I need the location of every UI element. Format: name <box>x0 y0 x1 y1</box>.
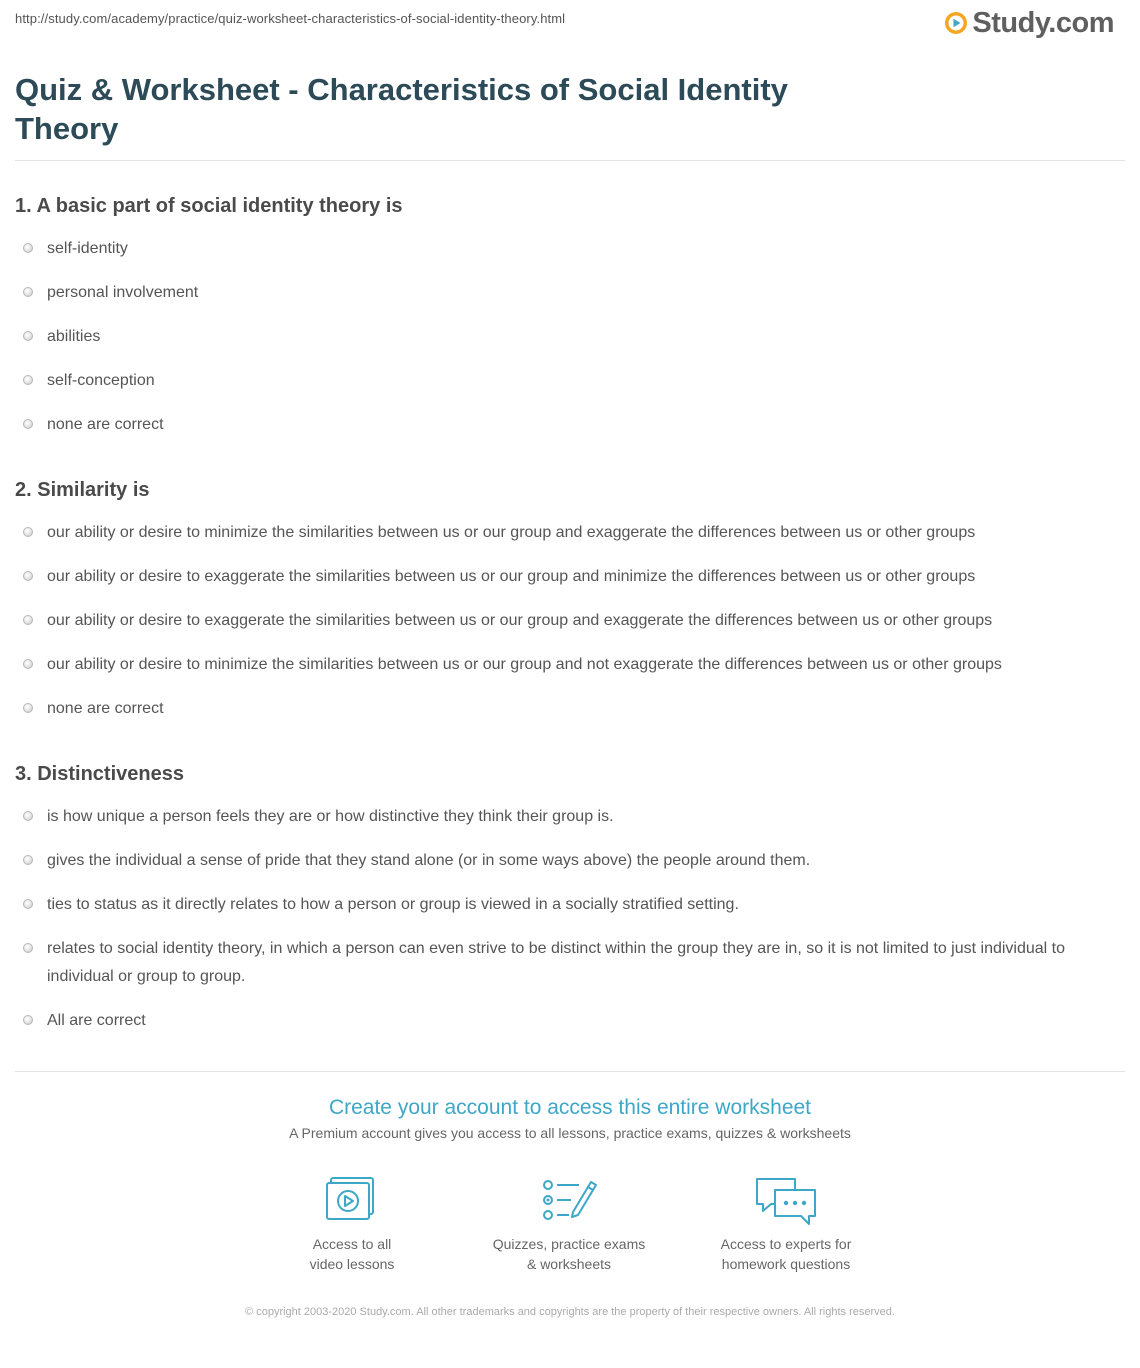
radio-icon[interactable] <box>23 855 33 865</box>
page-title: Quiz & Worksheet - Characteristics of Social Identity Theory <box>15 72 788 146</box>
answer-option[interactable]: personal involvement <box>15 279 1125 307</box>
question-title: 1. A basic part of social identity theory is <box>15 195 403 217</box>
feature-video-lessons: Access to all video lessons <box>242 1176 462 1274</box>
answer-option[interactable]: self-identity <box>15 235 1125 263</box>
study-logo[interactable] <box>944 7 1114 39</box>
chat-bubbles-icon <box>753 1176 819 1228</box>
answer-list <box>15 235 1125 439</box>
page-url: http://study.com/academy/practice/quiz-worksheet-characteristics-of-social-identity-theory.html <box>15 11 566 26</box>
answer-option[interactable]: our ability or desire to exaggerate the similarities between us or our group and exaggerate the differences between us or other groups <box>15 607 1125 635</box>
answer-option[interactable]: relates to social identity theory, in which a person can even strive to be distinct within the group they are in, so it is not limited to just individual to individual or group to group. <box>15 935 1125 991</box>
question-3 <box>15 762 1125 1035</box>
answer-option[interactable]: All are correct <box>15 1007 1125 1035</box>
radio-icon[interactable] <box>23 243 33 253</box>
video-lessons-icon <box>324 1176 380 1228</box>
radio-icon[interactable] <box>23 899 33 909</box>
answer-option[interactable]: is how unique a person feels they are or how distinctive they think their group is. <box>15 803 1125 831</box>
radio-icon[interactable] <box>23 943 33 953</box>
radio-icon[interactable] <box>23 659 33 669</box>
radio-icon[interactable] <box>23 1015 33 1025</box>
answer-option[interactable]: self-conception <box>15 367 1125 395</box>
quiz-checklist-icon <box>539 1176 599 1228</box>
radio-icon[interactable] <box>23 527 33 537</box>
question-1 <box>15 194 1125 439</box>
radio-icon[interactable] <box>23 419 33 429</box>
answer-option[interactable]: our ability or desire to minimize the similarities between us or our group and exaggerate the differences between us or other groups <box>15 519 1125 547</box>
radio-icon[interactable] <box>23 811 33 821</box>
radio-icon[interactable] <box>23 615 33 625</box>
radio-icon[interactable] <box>23 287 33 297</box>
answer-option[interactable]: none are correct <box>15 411 1125 439</box>
title-divider <box>15 160 1125 161</box>
question-2 <box>15 478 1125 723</box>
answer-option[interactable]: none are correct <box>15 695 1125 723</box>
question-title: 2. Similarity is <box>15 479 150 501</box>
question-title: 3. Distinctiveness <box>15 763 184 785</box>
answer-option[interactable]: our ability or desire to minimize the similarities between us or our group and not exaggerate the differences between us or other groups <box>15 651 1125 679</box>
radio-icon[interactable] <box>23 703 33 713</box>
answer-option[interactable]: our ability or desire to exaggerate the similarities between us or our group and minimize the differences between us or other groups <box>15 563 1125 591</box>
answer-option[interactable]: abilities <box>15 323 1125 351</box>
radio-icon[interactable] <box>23 571 33 581</box>
radio-icon[interactable] <box>23 375 33 385</box>
copyright-text: © copyright 2003-2020 Study.com. All other trademarks and copyrights are the property of their respective owners. All rights reserved. <box>245 1306 895 1318</box>
feature-quizzes: Quizzes, practice exams & worksheets <box>459 1176 679 1274</box>
signup-cta <box>0 1095 1140 1141</box>
answer-list <box>15 519 1125 723</box>
feature-experts: Access to experts for homework questions <box>676 1176 896 1274</box>
answer-option[interactable]: gives the individual a sense of pride that they stand alone (or in some ways above) the people around them. <box>15 847 1125 875</box>
cta-divider <box>15 1071 1125 1072</box>
radio-icon[interactable] <box>23 331 33 341</box>
answer-option[interactable]: ties to status as it directly relates to how a person or group is viewed in a socially stratified setting. <box>15 891 1125 919</box>
cta-subtitle: A Premium account gives you access to all lessons, practice exams, quizzes & worksheets <box>289 1125 851 1141</box>
answer-list <box>15 803 1125 1035</box>
cta-title-link[interactable]: Create your account to access this entire worksheet <box>328 1096 812 1119</box>
play-logo-icon <box>944 11 968 35</box>
logo-text: Study.com <box>972 7 1114 39</box>
